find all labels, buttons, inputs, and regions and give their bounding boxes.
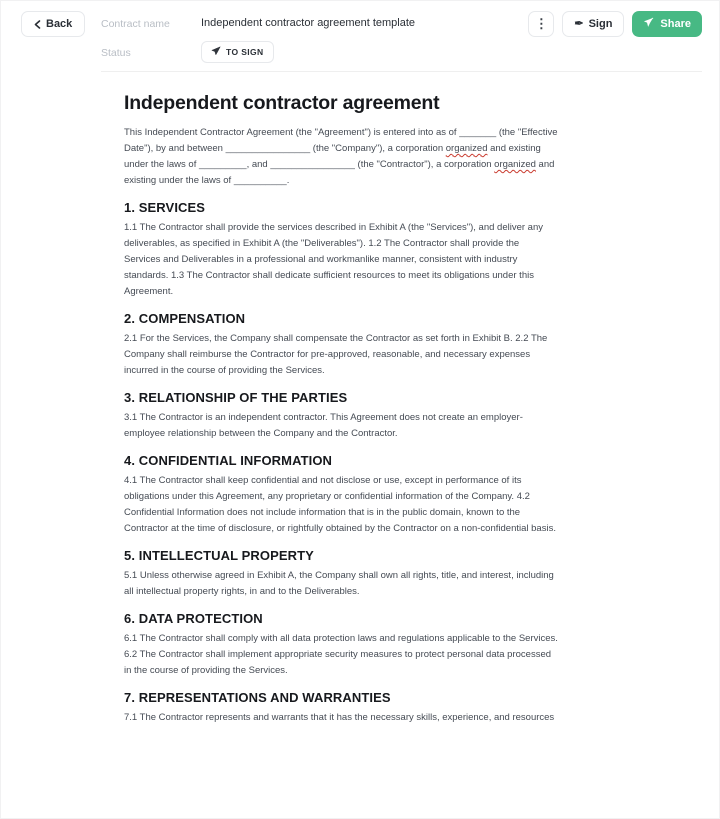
section-heading: 4. CONFIDENTIAL INFORMATION (124, 453, 333, 468)
chevron-left-icon (34, 20, 41, 29)
document-scroll-area[interactable] (1, 72, 719, 818)
section-body: 6.1 The Contractor shall comply with all data protection laws and regulations applicable to the Services. 6.2 The Contractor shall implement appropriate security measures to protect personal data processed in the course of providing the Services. (124, 633, 558, 676)
section-body: 1.1 The Contractor shall provide the services described in Exhibit A (the "Services"), and deliver any deliverables, as specified in Exhibit A (the "Deliverables"). 1.2 The Contractor shall provide the Services and Deliverables in a professional and workmanlike manner, consistent with industry standards. 1.3 The Contractor shall dedicate sufficient resources to meet its obligations under this Agreement. (124, 222, 543, 297)
intro-text-segment: _______ (459, 127, 497, 138)
status-badge-label: TO SIGN (226, 47, 264, 57)
sections (124, 200, 558, 726)
misspelled-word: organized (445, 143, 488, 154)
section-heading: 6. DATA PROTECTION (124, 611, 263, 626)
contract-title: Independent contractor agreement template (201, 17, 416, 29)
share-icon (643, 17, 654, 31)
pen-nib-icon: ✒ (574, 17, 584, 30)
intro-text-segment: (the "Effective Date"), by and between (124, 127, 558, 154)
document-body (124, 91, 558, 726)
status-badge[interactable] (201, 41, 274, 63)
section-heading: 5. INTELLECTUAL PROPERTY (124, 548, 314, 563)
more-options-button[interactable] (528, 11, 554, 37)
back-button[interactable] (21, 11, 85, 37)
intro-text-segment: __________ (233, 175, 287, 186)
section-heading: 3. RELATIONSHIP OF THE PARTIES (124, 390, 348, 405)
section-heading: 2. COMPENSATION (124, 311, 246, 326)
section-body: 3.1 The Contractor is an independent contractor. This Agreement does not create an employer-employee relationship between the Company and the Contractor. (124, 412, 523, 439)
header-actions (528, 11, 702, 37)
kebab-menu-icon: ⋮ (534, 16, 548, 31)
misspelled-word: organized (494, 159, 536, 170)
back-button-label: Back (46, 18, 73, 30)
section-body: 5.1 Unless otherwise agreed in Exhibit A, the Company shall own all rights, title, and interest, including all intellectual property rights, in and to the Deliverables. (124, 570, 554, 597)
intro-text-segment: , and (246, 159, 271, 170)
share-button[interactable] (632, 11, 702, 37)
section-body: 2.1 For the Services, the Company shall compensate the Contractor as set forth in Exhibit B. 2.2 The Company shall reimburse the Contractor for pre-approved, reasonable, and necessary expenses incurred in the course of providing the Services. (124, 333, 548, 376)
intro-text-segment: ________________ (270, 159, 355, 170)
intro-text-segment: ________________ (225, 143, 311, 154)
intro-text-segment: (the "Contractor"), a corporation (354, 159, 495, 170)
contract-name-label: Contract name (101, 18, 170, 30)
sign-button[interactable] (562, 11, 624, 37)
intro-text-segment: . (286, 175, 290, 186)
section-body: 7.1 The Contractor represents and warrants that it has the necessary skills, experience, and resources (124, 712, 555, 723)
intro-text-segment: _________ (199, 159, 247, 170)
send-icon (211, 46, 221, 58)
share-button-label: Share (660, 18, 691, 30)
sign-button-label: Sign (588, 18, 613, 30)
status-label: Status (101, 47, 131, 59)
bottom-fade-overlay (1, 731, 719, 783)
section-body: 4.1 The Contractor shall keep confidential and not disclose or use, except in performance of its obligations under this Agreement, any proprietary or confidential information of the Company. 4.2 Confidential Information does not include information that is in the public domain, known to the Contractor at the time of disclosure, or rightfully obtained by the Contractor on a non-confidential basis. (124, 475, 556, 534)
intro-paragraph (124, 125, 558, 189)
section-heading: 7. REPRESENTATIONS AND WARRANTIES (124, 690, 391, 705)
top-bar (1, 1, 719, 72)
intro-text-segment: This Independent Contractor Agreement (the "Agreement") is entered into as of (124, 127, 460, 138)
document-title: Independent contractor agreement (124, 92, 440, 114)
intro-text-segment: and existing under the laws of (124, 143, 541, 170)
intro-text-segment: (the "Company"), a corporation (310, 143, 446, 154)
section-heading: 1. SERVICES (124, 200, 206, 215)
intro-text-segment: and existing under the laws of (124, 159, 555, 186)
